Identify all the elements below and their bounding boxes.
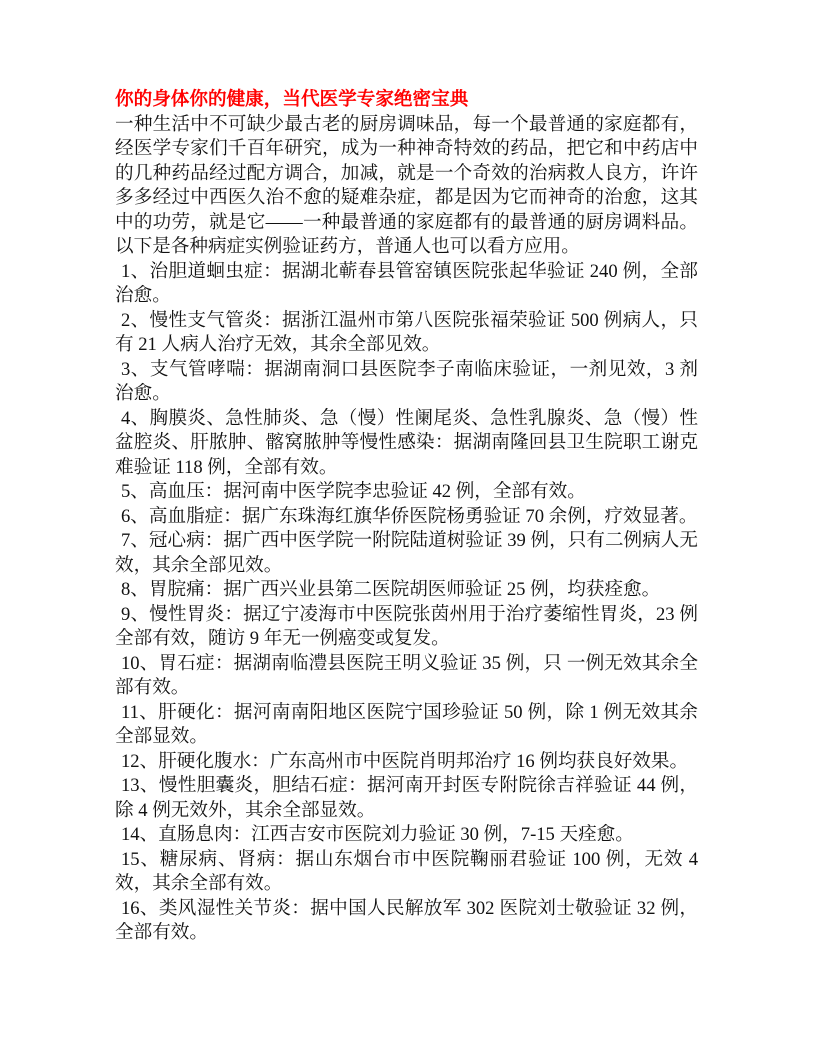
remedy-item-15: 15、糖尿病、肾病：据山东烟台市中医院鞠丽君验证 100 例，无效 4 效，其余全部有效。 [115, 848, 698, 894]
remedy-item-12: 12、肝硬化腹水：广东高州市中医院肖明邦治疗 16 例均获良好效果。 [121, 750, 689, 772]
remedy-item-2: 2、慢性支气管炎：据浙江温州市第八医院张福荣验证 500 例病人，只有 21 人病人治疗无效，其余全部见效。 [115, 309, 698, 355]
remedy-item-7: 7、冠心病：据广西中医学院一附院陆道树验证 39 例，只有二例病人无效，其余全部见效。 [115, 530, 698, 576]
document-content [115, 88, 698, 946]
remedy-item-9: 9、慢性胃炎：据辽宁凌海市中医院张茵州用于治疗萎缩性胃炎，23 例全部有效，随访 9 年无一例癌变或复发。 [115, 603, 698, 649]
remedy-item-10: 10、胃石症：据湖南临澧县医院王明义验证 35 例，只 一例无效其余全部有效。 [115, 652, 698, 698]
remedy-item-16: 16、类风湿性关节炎：据中国人民解放军 302 医院刘士敬验证 32 例，全部有效。 [115, 897, 698, 943]
document-title: 你的身体你的健康，当代医学专家绝密宝典 [115, 89, 469, 110]
remedy-item-5: 5、高血压：据河南中医学院李忠验证 42 例，全部有效。 [121, 481, 586, 502]
remedy-item-4: 4、胸膜炎、急性肺炎、急（慢）性阑尾炎、急性乳腺炎、急（慢）性盆腔炎、肝脓肿、髂窝脓肿等慢性感染：据湖南隆回县卫生院职工谢克难验证 118 例，全部有效。 [115, 407, 698, 478]
remedy-item-1: 1、治胆道蛔虫症：据湖北蕲春县管窑镇医院张起华验证 240 例，全部治愈。 [115, 260, 698, 306]
remedy-item-6: 6、高血脂症：据广东珠海红旗华侨医院杨勇验证 70 余例，疗效显著。 [121, 505, 698, 527]
intro-paragraph: 一种生活中不可缺少最古老的厨房调味品，每一个最普通的家庭都有，经医学专家们千百年研究，成为一种神奇特效的药品，把它和中药店中的几种药品经过配方调合，加减，就是一个奇效的治病救人良方，许许多多经过中西医久治不愈的疑难杂症，都是因为它而神奇的治愈，这其中的功劳，就是它——一种最普通的家庭都有的最普通的厨房调料品。以下是各种病症实例验证药方，普通人也可以看方应用。 [115, 113, 698, 257]
remedy-item-13: 13、慢性胆囊炎，胆结石症：据河南开封医专附院徐吉祥验证 44 例，除 4 例无效外，其余全部显效。 [115, 775, 698, 821]
remedy-item-14: 14、直肠息肉：江西吉安市医院刘力验证 30 例，7-15 天痊愈。 [121, 824, 634, 845]
remedy-item-3: 3、支气管哮喘：据湖南洞口县医院李子南临床验证，一剂见效，3 剂治愈。 [115, 358, 698, 404]
remedy-item-11: 11、肝硬化：据河南南阳地区医院宁国珍验证 50 例，除 1 例无效其余全部显效。 [115, 701, 698, 747]
remedy-item-8: 8、胃脘痛：据广西兴业县第二医院胡医师验证 25 例，均获痊愈。 [121, 579, 661, 600]
